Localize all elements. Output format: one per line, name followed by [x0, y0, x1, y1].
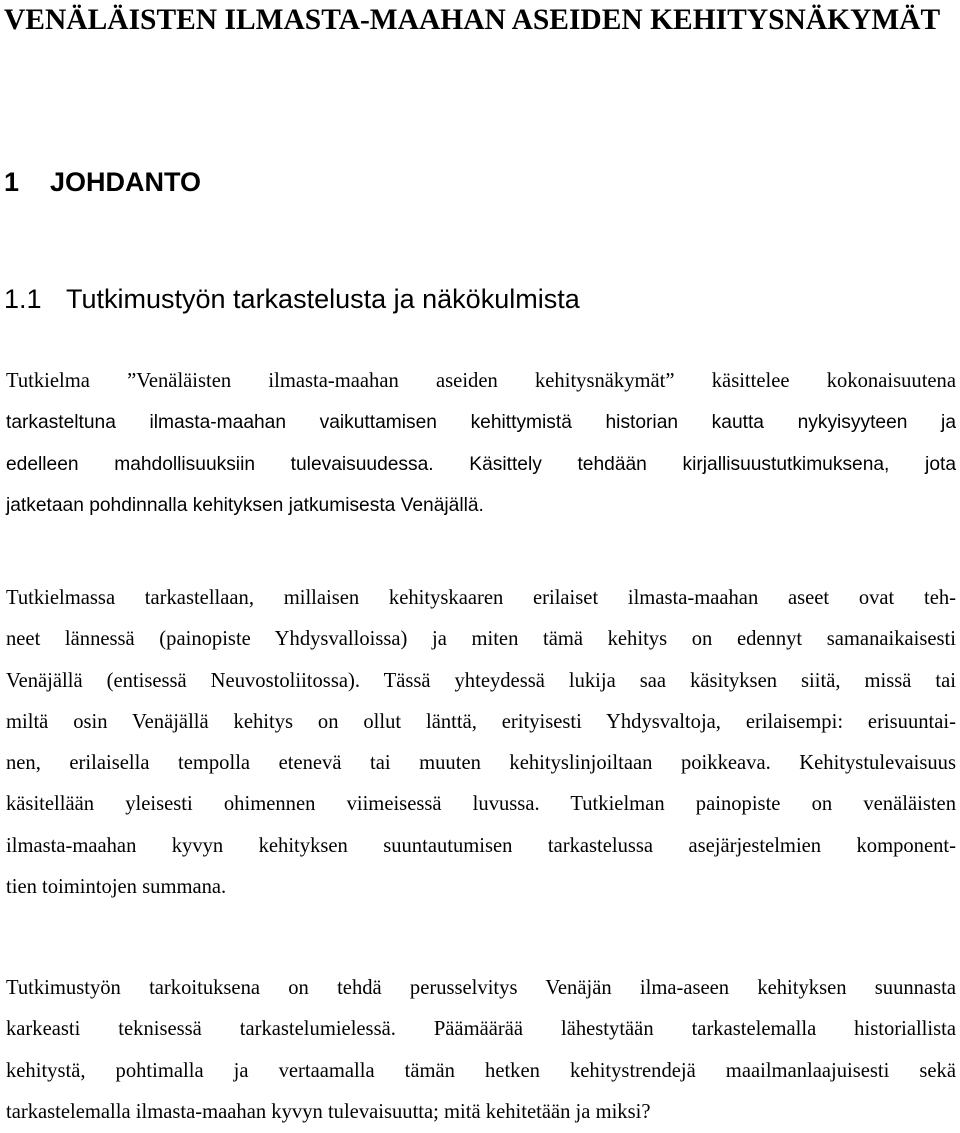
paragraph-line: Tutkielma ”Venäläisten ilmasta-maahan aseiden kehitysnäkymät” käsittelee kokonaisuutena — [6, 370, 956, 392]
paragraph-line: Venäjällä (entisessä Neuvostoliitossa). Tässä yhteydessä lukija saa käsityksen siitä, missä tai — [6, 669, 956, 692]
paragraph-line: tien toimintojen summana. — [6, 876, 227, 899]
paragraph-line: edelleen mahdollisuuksiin tulevaisuudessa. Käsittely tehdään kirjallisuustutkimuksena, jota — [6, 453, 956, 475]
document-title: VENÄLÄISTEN ILMASTA-MAAHAN ASEIDEN KEHITYSNÄKYMÄT — [4, 4, 941, 36]
paragraph-line: tarkasteltuna ilmasta-maahan vaikuttamisen kehittymistä historian kautta nykyisyyteen ja — [6, 412, 956, 434]
paragraph-line: käsitellään yleisesti ohimennen viimeisessä luvussa. Tutkielman painopiste on venäläisten — [6, 793, 956, 816]
section-number: 1.1 — [4, 284, 42, 314]
paragraph-line: nen, erilaisella tempolla etenevä tai muuten kehityslinjoiltaan poikkeava. Kehitystulevaisuus — [6, 752, 956, 775]
paragraph-line: miltä osin Venäjällä kehitys on ollut länttä, erityisesti Yhdysvaltoja, erilaisempi: erisuuntai- — [6, 710, 956, 733]
paragraph-line: jatketaan pohdinnalla kehityksen jatkumisesta Venäjällä. — [6, 494, 484, 516]
section-title: Tutkimustyön tarkastelusta ja näkökulmista — [66, 284, 580, 314]
paragraph-1 — [6, 361, 956, 526]
paragraph-line: tarkastelemalla ilmasta-maahan kyvyn tulevaisuutta; mitä kehitetään ja miksi? — [6, 1100, 651, 1123]
section-heading — [4, 281, 580, 317]
paragraph-line: neet lännessä (painopiste Yhdysvalloissa) ja miten tämä kehitys on edennyt samanaikaisesti — [6, 628, 956, 651]
paragraph-line: kehitystä, pohtimalla ja vertaamalla tämän hetken kehitystrendejä maailmanlaajuisesti sekä — [6, 1059, 956, 1082]
paragraph-line: Tutkielmassa tarkastellaan, millaisen kehityskaaren erilaiset ilmasta-maahan aseet ovat teh- — [6, 587, 956, 609]
paragraph-3 — [6, 968, 956, 1133]
chapter-number: 1 — [4, 167, 20, 197]
paragraph-line: karkeasti teknisessä tarkastelumielessä. Päämäärää lähestytään tarkastelemalla historiallista — [6, 1018, 956, 1041]
chapter-title: JOHDANTO — [50, 167, 202, 197]
paragraph-line: ilmasta-maahan kyvyn kehityksen suuntautumisen tarkastelussa asejärjestelmien komponent- — [6, 834, 956, 857]
chapter-heading — [4, 164, 201, 200]
paragraph-line: Tutkimustyön tarkoituksena on tehdä perusselvitys Venäjän ilma-aseen kehityksen suunnasta — [6, 977, 956, 999]
paragraph-2 — [6, 578, 956, 908]
